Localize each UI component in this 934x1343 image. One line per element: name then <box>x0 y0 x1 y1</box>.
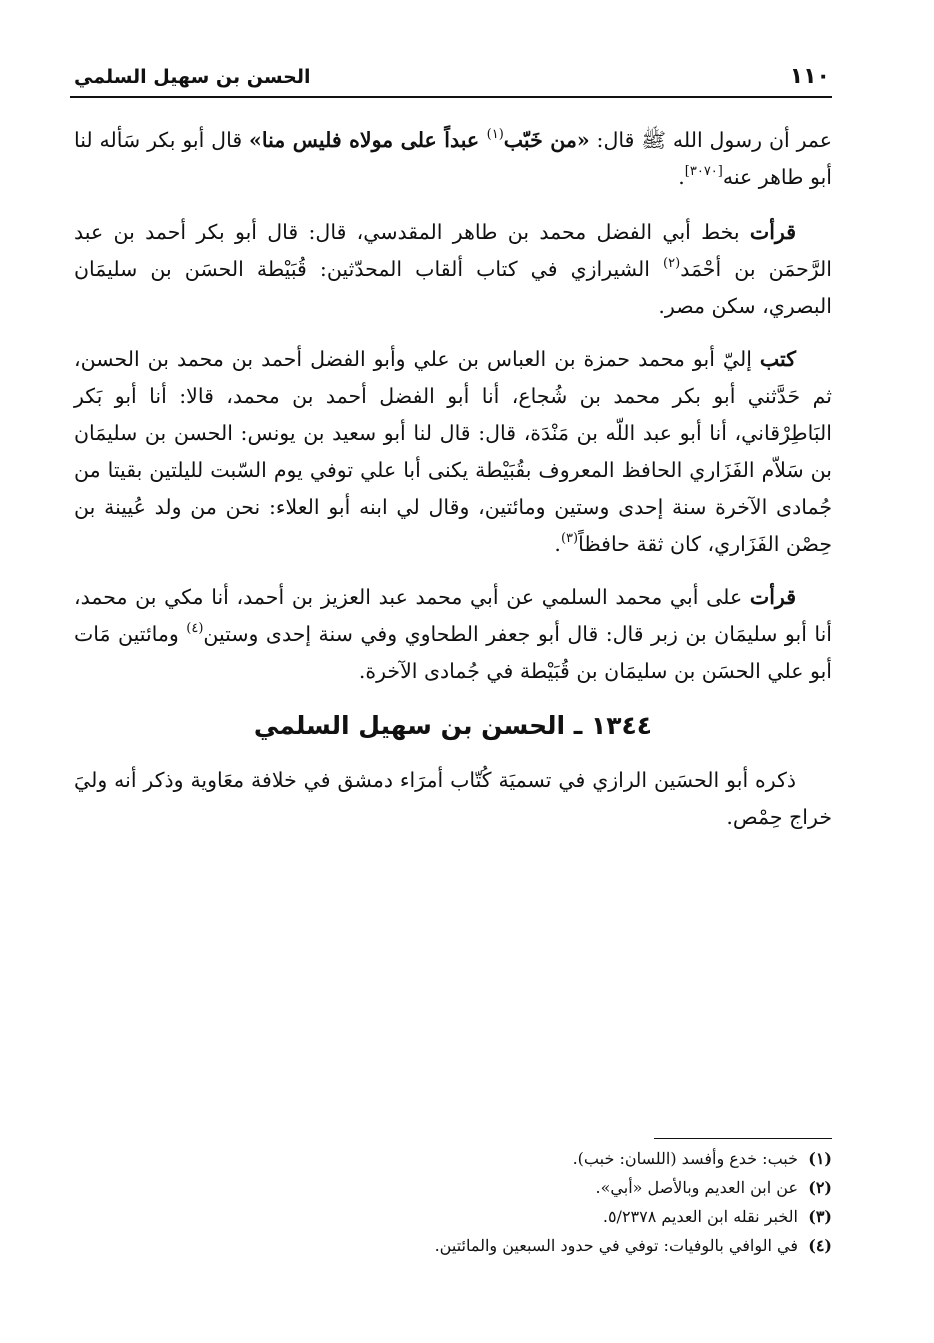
footnote <box>300 1144 832 1173</box>
entry-paragraph: ذكره أبو الحسَين الرازي في تسميَة كُتّاب أمرَاء دمشق في خلافة معَاوية وذكر أنه وليَ خراج حِمْص. <box>74 768 832 829</box>
text-run: . <box>554 532 561 556</box>
footnote-number: (٤) <box>808 1236 832 1255</box>
text-run: عمر أن رسول الله ﷺ قال: <box>589 128 832 152</box>
body-paragraph <box>74 579 832 690</box>
footnote-number: (١) <box>808 1149 832 1168</box>
footnote <box>300 1231 832 1260</box>
hadith-quote: عبداً على مولاه فليس منا» <box>249 128 487 152</box>
footnote-number: (٣) <box>808 1207 832 1226</box>
footnote-marker: (١) <box>486 127 504 142</box>
footnote-text: خبب: خدع وأفسد (اللسان: خبب). <box>572 1149 798 1168</box>
running-header-title: الحسن بن سهيل السلمي <box>74 66 311 88</box>
paragraph-list <box>74 122 832 690</box>
footnote-rule <box>654 1138 832 1139</box>
footnote-marker: [٣٠٧٠] <box>684 164 723 179</box>
hadith-quote: «من خَبّب <box>503 128 590 152</box>
footnote-number: (٢) <box>808 1178 832 1197</box>
body-paragraph <box>74 214 832 325</box>
body-text <box>74 122 832 852</box>
footnotes <box>300 1144 832 1260</box>
footnote <box>300 1202 832 1231</box>
running-header <box>74 62 830 96</box>
footnote-text: عن ابن العديم وبالأصل «أبي». <box>595 1178 798 1197</box>
text-run: الشيرازي في كتاب ألقاب المحدّثين: قُبَيْطة الحسَن بن سليمَان البصري، سكن مصر. <box>74 257 832 318</box>
text-run: إليّ أبو محمد حمزة بن العباس بن علي وأبو الفضل أحمد بن محمد بن الحسن، ثم حَدَّثني أبو بكر محمد بن شُجاع، أنا أبو الفضل أحمد بن محمد، قالا: أنا أبو بَكر البَاطِرْقاني، أنا أبو عبد اللّه بن مَنْدَة، قال: قال لنا أبو سعيد بن يونس: الحسن بن سليمَان بن سَلاّم الفَزَاري الحافظ المعروف بقُبَيْطة يكنى أبا علي توفي يوم السّبت لليلتين بقيتا من جُمادى الآخرة سنة إحدى وستين ومائتين، وقال لي ابنه أبو العلاء: نحن من ولد عُيينة بن حِصْن الفَزَاري، كان ثقة حافظاً <box>74 347 832 556</box>
paragraph-lead-word: قرأت <box>749 220 796 244</box>
text-run: بخط أبي الفضل محمد بن طاهر المقدسي، قال: قال أبو بكر أحمد بن عبد الرَّحمَن بن أحْمَد <box>74 220 832 281</box>
text-run: قال أبو بكر سَأله لنا أبو طاهر عنه <box>74 128 832 189</box>
footnote-text: الخبر نقله ابن العديم ٥/٢٣٧٨. <box>602 1207 798 1226</box>
footnote-marker: (٣) <box>560 531 579 546</box>
paragraph-lead-word: قرأت <box>749 585 796 609</box>
footnote-list <box>300 1144 832 1260</box>
page-number: ١١٠ <box>789 64 830 89</box>
body-paragraph <box>74 341 832 563</box>
paragraph-lead-word: كتب <box>759 347 796 371</box>
header-rule <box>70 96 832 98</box>
entry-heading: ١٣٤٤ ـ الحسن بن سهيل السلمي <box>253 711 653 740</box>
footnote-marker: (٢) <box>663 256 681 271</box>
footnote <box>300 1173 832 1202</box>
text-run: ومائتين مَات أبو علي الحسَن بن سليمَان بن قُبَيْطة في جُمادى الآخرة. <box>74 622 832 683</box>
body-paragraph <box>74 122 832 196</box>
footnote-text: في الوافي بالوفيات: توفي في حدود السبعين والمائتين. <box>434 1236 798 1255</box>
text-run: على أبي محمد السلمي عن أبي محمد عبد العزيز بن أحمد، أنا مكي بن محمد، أنا أبو سليمَان بن زبر قال: قال أبو جعفر الطحاوي وفي سنة إحدى وستين <box>74 585 833 646</box>
footnote-marker: (٤) <box>186 621 204 636</box>
text-run: . <box>678 165 685 189</box>
